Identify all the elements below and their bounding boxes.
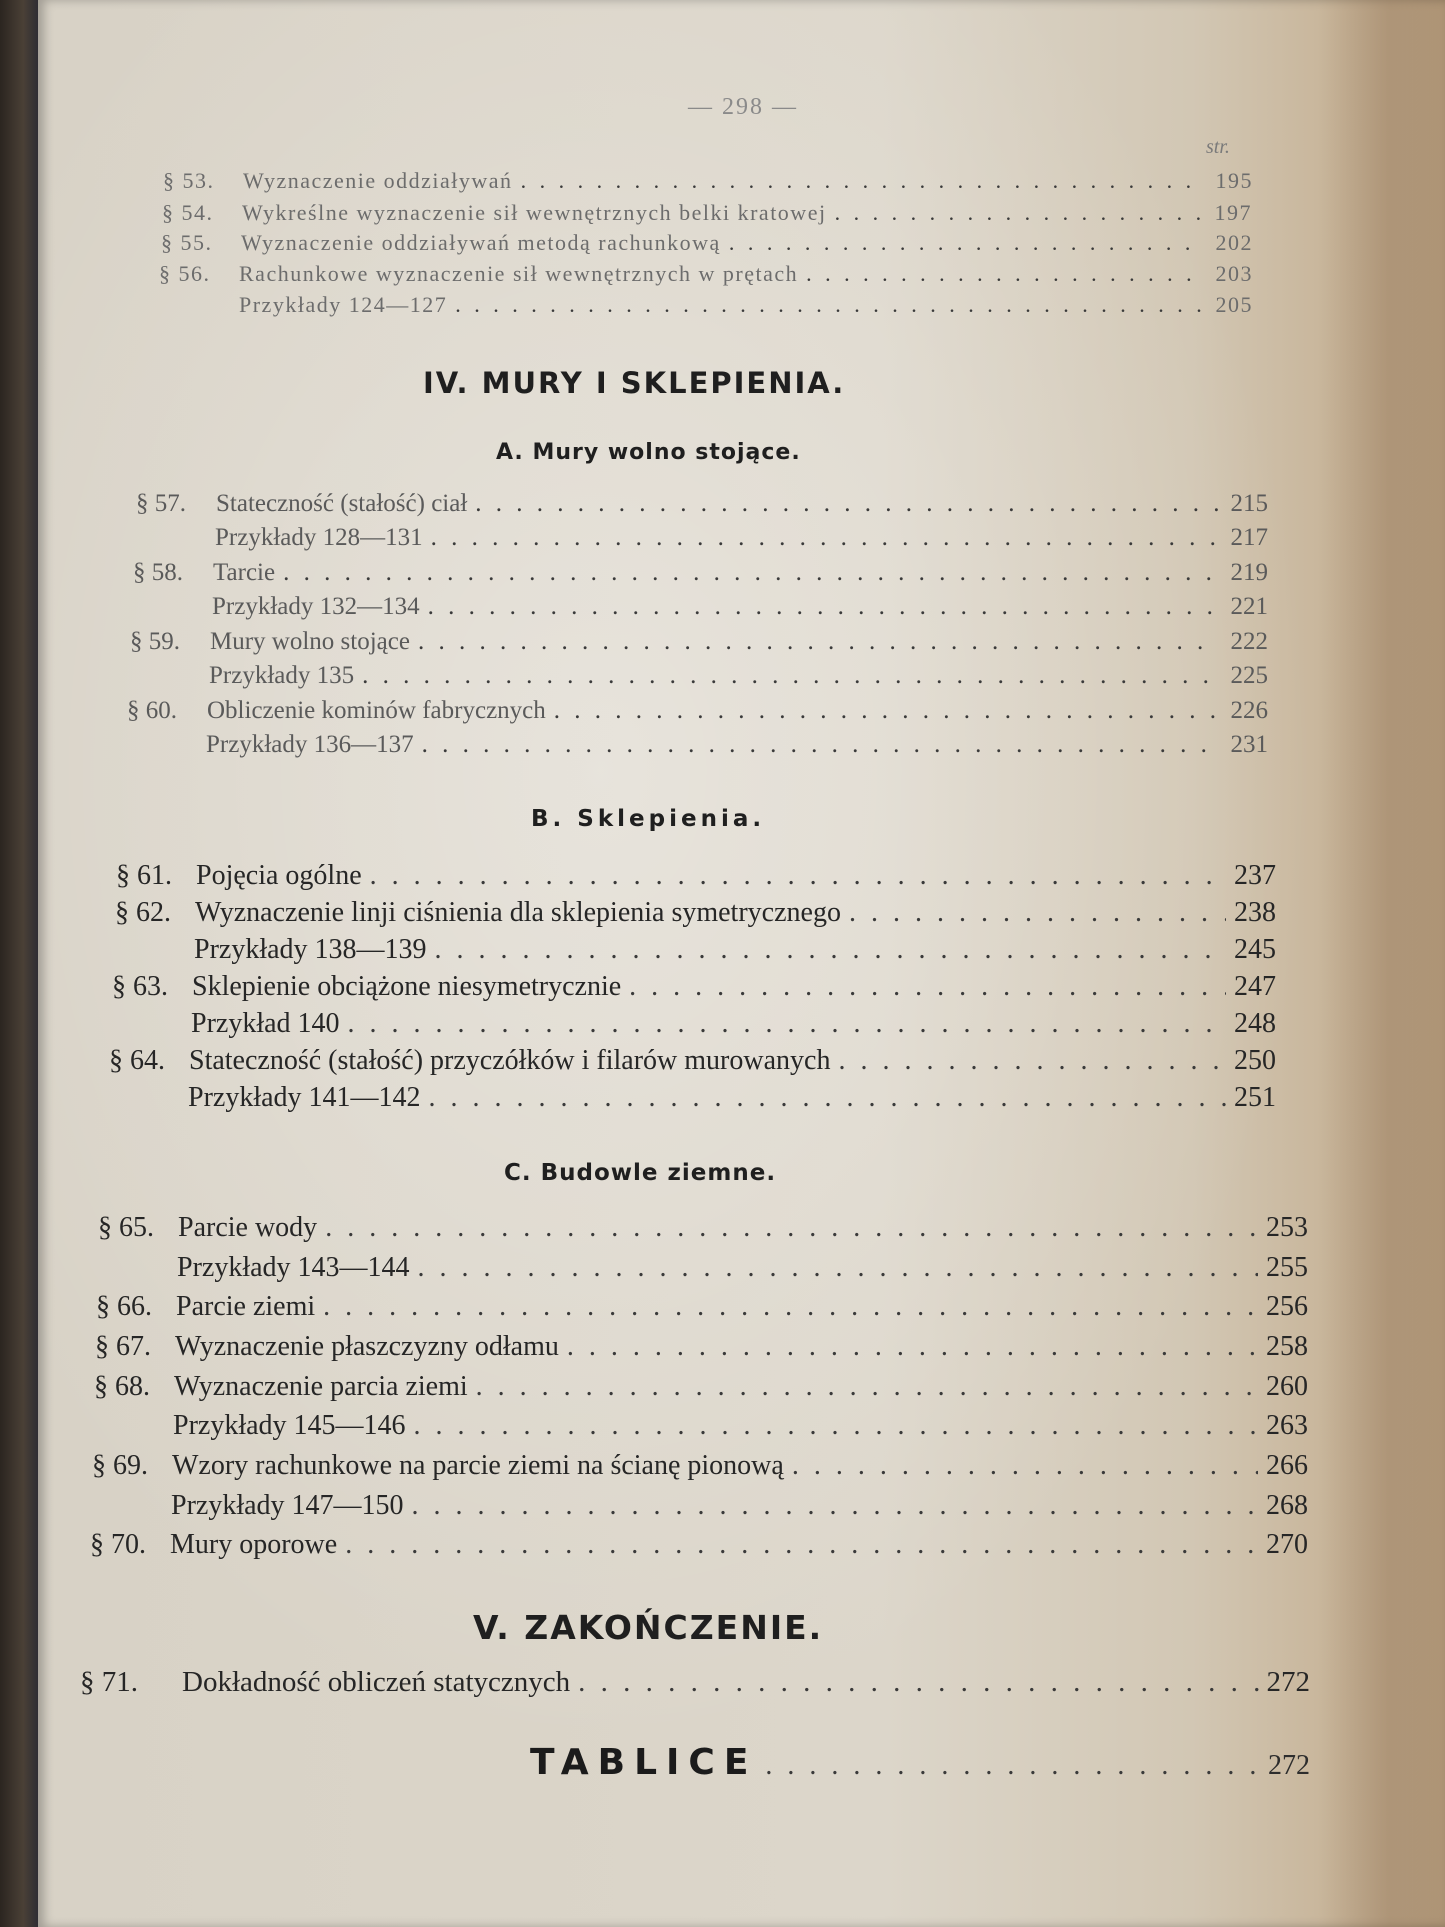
entry-title: Tarcie (213, 559, 276, 586)
entry-title: Wyznaczenie linji ciśnienia dla sklepienia symetrycznego (195, 897, 841, 928)
entry-page: 268 (1266, 1490, 1308, 1521)
entry-title: Przykłady 143—144 (177, 1252, 410, 1283)
dot-leader (323, 1291, 1258, 1323)
toc-entry (159, 261, 1253, 287)
section-number: § 66. (96, 1291, 152, 1322)
dot-leader (418, 628, 1218, 656)
entry-title: Przykłady 141—142 (188, 1082, 421, 1113)
entry-title: Mury wolno stojące (210, 628, 410, 655)
dot-leader (362, 662, 1218, 690)
section-number: § 57. (136, 490, 186, 517)
toc-entry (136, 490, 1268, 518)
toc-entry (90, 1529, 1308, 1561)
entry-title: Sklepienie obciążone niesymetrycznie (192, 971, 622, 1002)
dot-leader (370, 860, 1226, 892)
dot-leader (849, 897, 1226, 929)
dot-leader (838, 1045, 1226, 1077)
section-number: § 54. (162, 200, 214, 225)
entry-title: Wyznaczenie oddziaływań metodą rachunkową (241, 230, 721, 255)
toc-entry (98, 1212, 1308, 1244)
entry-title: Przykłady 132—134 (212, 593, 420, 620)
toc-entry (97, 1252, 1308, 1284)
section-number: § 59. (130, 628, 180, 655)
section-number: § 55. (161, 230, 213, 255)
dot-leader (455, 292, 1203, 318)
toc-entry (95, 1331, 1308, 1363)
toc-entry (116, 860, 1276, 892)
toc-entry (135, 524, 1268, 552)
toc-entry (129, 662, 1268, 690)
toc-entry (130, 628, 1268, 656)
dot-leader (578, 1666, 1258, 1699)
dot-leader (792, 1450, 1258, 1482)
entry-title: Wyznaczenie płaszczyzny odłamu (175, 1331, 559, 1362)
section-heading: C. Budowle ziemne. (504, 1160, 777, 1186)
dot-leader (422, 731, 1218, 759)
section-number: § 63. (112, 971, 168, 1002)
toc-entry (115, 897, 1276, 929)
dot-leader (283, 559, 1218, 587)
entry-page: 217 (1230, 524, 1268, 551)
entry-page: 221 (1230, 593, 1268, 620)
dot-leader (348, 1008, 1226, 1040)
dot-leader (806, 261, 1203, 287)
section-number: § 53. (163, 168, 215, 193)
entry-page: 255 (1266, 1252, 1308, 1283)
entry-page: 260 (1266, 1371, 1308, 1402)
entry-page: 205 (1215, 292, 1253, 317)
entry-title: Przykłady 136—137 (206, 731, 414, 758)
entry-page: 250 (1234, 1045, 1276, 1076)
toc-entry (162, 200, 1252, 226)
entry-page: 272 (1266, 1666, 1310, 1698)
toc-entry (94, 1371, 1308, 1403)
toc-entry (93, 1410, 1308, 1442)
section-number: § 65. (98, 1212, 154, 1243)
dot-leader (325, 1212, 1258, 1244)
entry-page: 251 (1234, 1082, 1276, 1113)
toc-entry (91, 1490, 1308, 1522)
section-number: § 56. (159, 261, 211, 286)
entry-title: Przykłady 124—127 (239, 292, 448, 317)
toc-entry (159, 292, 1253, 318)
dot-leader (418, 1252, 1258, 1284)
entry-title: Przykłady 147—150 (171, 1490, 404, 1521)
entry-title: Przykłady 138—139 (194, 934, 427, 965)
entry-page: 253 (1266, 1212, 1308, 1243)
entry-page: 219 (1230, 559, 1268, 586)
section-number: § 69. (92, 1450, 148, 1481)
entry-page: 202 (1215, 230, 1253, 255)
section-number: § 61. (116, 860, 172, 891)
part-heading: IV. MURY I SKLEPIENIA. (423, 366, 846, 400)
entry-title: Stateczność (stałość) przyczółków i filarów murowanych (189, 1045, 831, 1076)
entry-page: 237 (1234, 860, 1276, 891)
entry-title: Mury oporowe (170, 1529, 338, 1560)
section-heading: A. Mury wolno stojące. (496, 440, 801, 465)
page-column-label: str. (1206, 136, 1230, 158)
toc-entry (80, 1666, 1310, 1699)
dot-leader (412, 1490, 1258, 1522)
dot-leader (414, 1410, 1258, 1442)
toc-entry (112, 971, 1276, 1003)
toc-entry (111, 1008, 1276, 1040)
dot-leader (431, 524, 1218, 552)
part-heading: V. ZAKOŃCZENIE. (473, 1608, 824, 1647)
dot-leader (429, 1082, 1226, 1114)
toc-entry (161, 230, 1253, 256)
book-page (38, 0, 1445, 1927)
entry-page: 256 (1266, 1291, 1308, 1322)
toc-entry (127, 697, 1268, 725)
entry-page: 258 (1266, 1331, 1308, 1362)
entry-page: 215 (1230, 490, 1268, 517)
entry-title: Wykreślne wyznaczenie sił wewnętrznych belki kratowej (242, 200, 827, 225)
dot-leader (765, 1750, 1260, 1782)
toc-entry (163, 168, 1253, 194)
dot-leader (476, 1371, 1258, 1403)
page-number: — 298 — (688, 94, 798, 120)
entry-page: 272 (1268, 1750, 1310, 1781)
tablice-title: TABLICE (530, 1742, 758, 1783)
entry-title: Parcie ziemi (176, 1291, 316, 1322)
entry-page: 270 (1266, 1529, 1308, 1560)
toc-entry (96, 1291, 1308, 1323)
entry-title: Przykłady 135 (209, 662, 355, 689)
toc-entry (132, 593, 1268, 621)
dot-leader (554, 697, 1218, 725)
entry-page: 197 (1214, 200, 1252, 225)
section-number: § 71. (80, 1666, 138, 1698)
toc-entry (114, 934, 1276, 966)
section-number: § 68. (94, 1371, 150, 1402)
entry-page: 203 (1215, 261, 1253, 286)
tablice-entry (530, 1742, 1310, 1783)
entry-title: Wyznaczenie parcia ziemi (174, 1371, 468, 1402)
dot-leader (428, 593, 1218, 621)
dot-leader (345, 1529, 1258, 1561)
entry-title: Obliczenie kominów fabrycznych (207, 697, 546, 724)
entry-title: Przykłady 128—131 (215, 524, 423, 551)
toc-entry (126, 731, 1268, 759)
entry-page: 231 (1230, 731, 1268, 758)
toc-entry (109, 1045, 1276, 1077)
entry-title: Parcie wody (178, 1212, 318, 1243)
section-number: § 67. (95, 1331, 151, 1362)
entry-title: Przykłady 145—146 (173, 1410, 406, 1441)
entry-page: 225 (1230, 662, 1268, 689)
entry-page: 222 (1230, 628, 1268, 655)
entry-title: Wyznaczenie oddziaływań (243, 168, 513, 193)
dot-leader (475, 490, 1218, 518)
section-heading: B. Sklepienia. (531, 806, 766, 832)
entry-title: Przykład 140 (191, 1008, 340, 1039)
entry-title: Rachunkowe wyznaczenie sił wewnętrznych w prętach (239, 261, 799, 286)
toc-entry (108, 1082, 1276, 1114)
section-number: § 60. (127, 697, 177, 724)
entry-page: 226 (1230, 697, 1268, 724)
section-number: § 70. (90, 1529, 146, 1560)
section-number: § 62. (115, 897, 171, 928)
entry-page: 247 (1234, 971, 1276, 1002)
toc-entry (92, 1450, 1308, 1482)
entry-title: Wzory rachunkowe na parcie ziemi na ścianę pionową (172, 1450, 784, 1481)
entry-page: 238 (1234, 897, 1276, 928)
dot-leader (835, 200, 1202, 226)
dot-leader (729, 230, 1203, 256)
section-number: § 58. (133, 559, 183, 586)
dot-leader (567, 1331, 1258, 1363)
entry-page: 248 (1234, 1008, 1276, 1039)
dot-leader (435, 934, 1226, 966)
entry-page: 195 (1215, 168, 1253, 193)
page-fold-shadow (1318, 0, 1445, 1927)
section-number: § 64. (109, 1045, 165, 1076)
entry-title: Dokładność obliczeń statycznych (182, 1666, 571, 1698)
entry-title: Pojęcia ogólne (196, 860, 362, 891)
toc-entry (133, 559, 1268, 587)
dot-leader (521, 168, 1203, 194)
entry-page: 263 (1266, 1410, 1308, 1441)
entry-page: 266 (1266, 1450, 1308, 1481)
entry-page: 245 (1234, 934, 1276, 965)
entry-title: Stateczność (stałość) ciał (216, 490, 468, 517)
dot-leader (629, 971, 1226, 1003)
